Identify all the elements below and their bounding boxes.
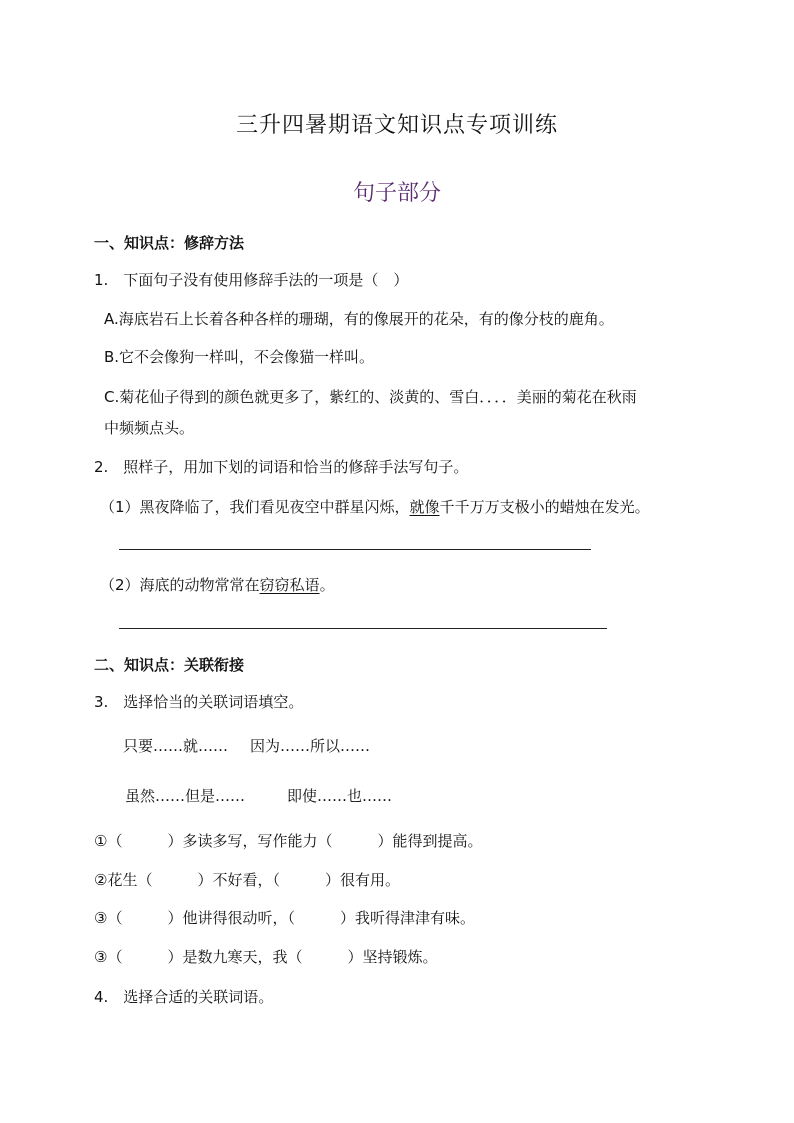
- question-1-option-c-line1: C.菊花仙子得到的颜色就更多了，紫红的、淡黄的、雪白．．．．美丽的菊花在秋雨: [104, 388, 637, 406]
- page-title: 三升四暑期语文知识点专项训练: [235, 113, 558, 138]
- blank-sentence-2: ②花生（ ）不好看，（ ）很有用。: [94, 871, 400, 889]
- answer-line-2[interactable]: [119, 628, 607, 629]
- sentence-2-suffix: 。: [319, 576, 335, 594]
- page-subtitle: 句子部分: [352, 181, 441, 206]
- section-heading-conjunctions: 二、知识点：关联衔接: [94, 656, 245, 674]
- conjunction-option-2: 因为……所以……: [250, 737, 371, 755]
- question-1-option-c-line2: 中频频点头。: [104, 419, 195, 437]
- question-1-option-b: B.它不会像狗一样叫，不会像猫一样叫。: [104, 348, 375, 366]
- sentence-1-suffix: 千千万万支极小的蜡烛在发光。: [439, 498, 650, 516]
- question-2-sentence-2: [100, 575, 335, 595]
- blank-sentence-1: ①（ ）多读多写，写作能力（ ）能得到提高。: [94, 832, 483, 850]
- section-heading-rhetoric: 一、知识点：修辞方法: [94, 234, 245, 252]
- conjunction-option-1: 只要……就……: [123, 737, 229, 755]
- conjunction-option-3: 虽然……但是……: [125, 787, 246, 805]
- question-1-stem: 1. 下面句子没有使用修辞手法的一项是（ ）: [94, 271, 409, 289]
- question-1-option-a: A.海底岩石上长着各种各样的珊瑚，有的像展开的花朵，有的像分枝的鹿角。: [104, 310, 614, 328]
- blank-sentence-3: ③（ ）他讲得很动听，（ ）我听得津津有味。: [94, 909, 475, 927]
- sentence-1-prefix: （1）黑夜降临了，我们看见夜空中群星闪烁，: [100, 498, 410, 516]
- sentence-2-underlined-word: 窃窃私语: [259, 576, 320, 594]
- question-2-sentence-1: [100, 497, 650, 517]
- answer-line-1[interactable]: [119, 549, 591, 550]
- question-3-stem: 3. 选择恰当的关联词语填空。: [94, 693, 304, 711]
- question-4-stem: 4. 选择合适的关联词语。: [94, 988, 274, 1006]
- sentence-1-underlined-word: 就像: [409, 498, 440, 516]
- question-2-stem: 2. 照样子，用加下划的词语和恰当的修辞手法写句子。: [94, 458, 469, 476]
- conjunction-option-4: 即使……也……: [287, 787, 393, 805]
- blank-sentence-4: ③（ ）是数九寒天，我（ ）坚持锻炼。: [94, 948, 438, 966]
- sentence-2-prefix: （2）海底的动物常常在: [100, 576, 260, 594]
